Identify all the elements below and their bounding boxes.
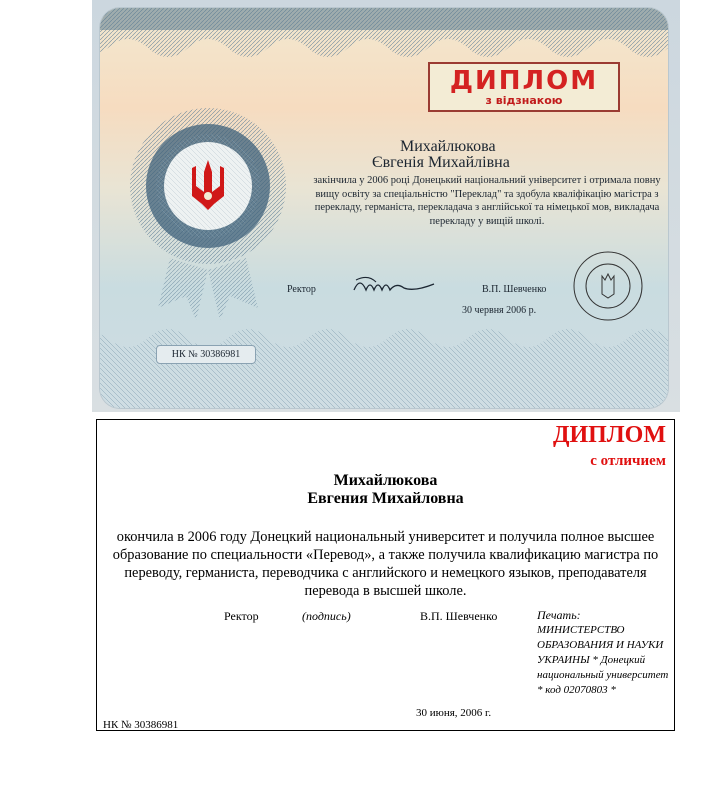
diploma-photo xyxy=(92,0,680,412)
translation-number: НК № 30386981 xyxy=(103,719,179,731)
translation-given-names: Евгения Михайловна xyxy=(307,490,464,507)
translation-box xyxy=(96,419,675,731)
diploma-body-text: закінчила у 2006 році Донецький національний університет і отримала повну вищу освіту за спеціальністю "Переклад" та здобула кваліфікацію магістра з перекладу, германіста, перекладача з англійської та німецької мов, викладача перекладу у вищій школі. xyxy=(313,175,661,227)
translation-stamp-text: МИНИСТЕРСТВО ОБРАЗОВАНИЯ И НАУКИ УКРАИНЫ * Донецкий национальный университет * код 02070803 * xyxy=(537,624,669,696)
translation-title: ДИПЛОМ xyxy=(552,422,666,448)
trident-coat-of-arms-icon xyxy=(188,156,228,212)
translation-rector-name: В.П. Шевченко xyxy=(420,609,498,623)
rector-name: В.П. Шевченко xyxy=(482,284,547,295)
translation-body-text: окончила в 2006 году Донецкий национальный университет и получила полное высшее образование по специальности «Перевод», а также получила квалификацию магистра по переводу, германиста, переводчика с английского и немецкого языков, преподавателя перевода в высшей школе. xyxy=(112,529,659,599)
translation-signature-note: (подпись) xyxy=(302,609,351,623)
translation-subtitle: с отличием xyxy=(590,453,666,469)
rector-label: Ректор xyxy=(287,284,316,295)
diploma-card xyxy=(100,8,668,408)
holder-given-names: Євгенія Михайлівна xyxy=(372,154,510,171)
holder-surname: Михайлюкова xyxy=(400,138,496,155)
issue-date: 30 червня 2006 р. xyxy=(462,305,537,316)
diploma-title-plate xyxy=(428,62,620,112)
translation-date: 30 июня, 2006 г. xyxy=(416,707,492,719)
translation-stamp-label: Печать: xyxy=(537,608,581,622)
translation-rector-label: Ректор xyxy=(224,609,259,623)
translation-surname: Михайлюкова xyxy=(333,472,438,489)
diploma-subtitle: з відзнакою xyxy=(485,94,563,107)
diploma-number: НК № 30386981 xyxy=(156,345,256,364)
diploma-title: ДИПЛОМ xyxy=(449,66,599,96)
